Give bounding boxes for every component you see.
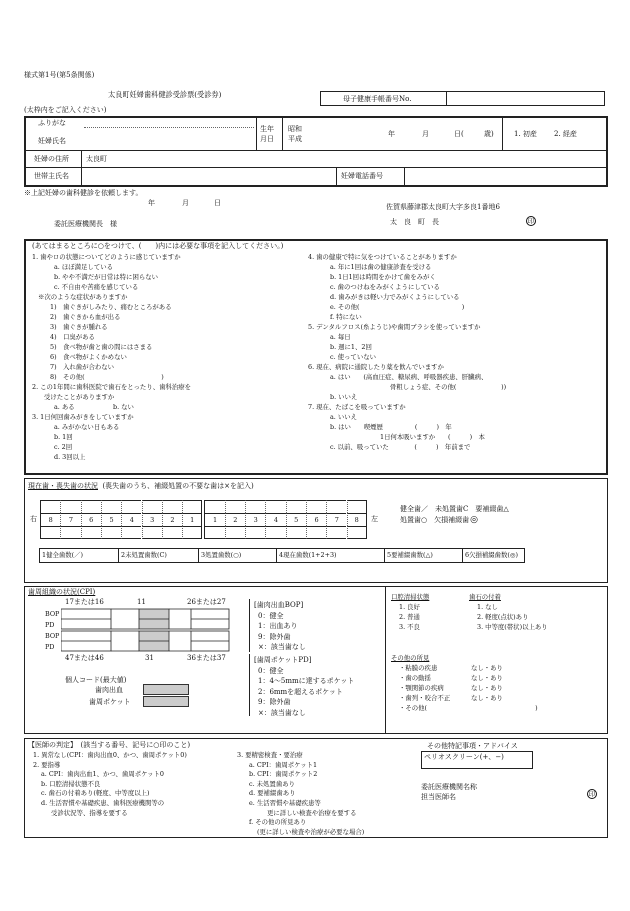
code-pocket-field[interactable]: [143, 696, 189, 707]
upper-tooth-cell[interactable]: [265, 500, 285, 513]
address-label: 妊婦の住所: [34, 155, 69, 163]
symptom-7[interactable]: 7) 入れ歯が合わない: [50, 363, 115, 371]
q4-option-c[interactable]: c. 歯のつけねをみがくようにしている: [330, 283, 440, 291]
tooth-number-label: 4: [265, 513, 285, 526]
q7-option-b[interactable]: b. はい 喫煙歴 ( ) 年: [330, 423, 452, 431]
lower-tooth-cell[interactable]: [40, 526, 60, 539]
teeth-count-cell[interactable]: [118, 549, 198, 562]
teeth-status-box: [24, 478, 608, 583]
upper-tooth-cell[interactable]: [142, 500, 162, 513]
upper-tooth-cell[interactable]: [286, 500, 306, 513]
request-text: ※上記妊婦の歯科健診を依頼します。: [24, 189, 143, 197]
q2-heading: 2. この1年間に歯科医院で歯石をとったり、歯科治療を: [32, 383, 192, 391]
form-title: 太良町妊婦歯科健診受診票(受診券): [108, 90, 222, 99]
tooth-number-label: 2: [162, 513, 182, 526]
left-side-label: 左: [371, 515, 378, 523]
q3-option-c[interactable]: c. 2回: [54, 443, 73, 451]
questionnaire-box: [24, 239, 608, 475]
upper-tooth-cell[interactable]: [204, 500, 224, 513]
q5-option-a[interactable]: a. 毎日: [330, 333, 351, 341]
q3-option-a[interactable]: a. みがかない日もある: [54, 423, 120, 431]
mayor-title: 太 良 町 長: [390, 218, 439, 226]
pd-legend: [歯周ポケットPD] 0：健全 1：4〜5mmに達するポケット 2：6mmを超えるポケット 9：除外歯 ×：該当歯なし: [249, 654, 375, 716]
lower-tooth-cell[interactable]: [142, 526, 162, 539]
bop-legend: [歯肉出血BOP] 0：健全 1：出血あり 9：除外歯 ×：該当歯なし: [249, 599, 375, 652]
cpi-grid: [61, 607, 231, 655]
upper-tooth-cell[interactable]: [60, 500, 80, 513]
q1-option-b[interactable]: b. やや不満だが日常は特に困らない: [54, 273, 159, 281]
q4-option-e[interactable]: e. その他( ): [330, 303, 465, 311]
lower-tooth-cell[interactable]: [306, 526, 326, 539]
tooth-grid: [40, 500, 366, 539]
judgement-box: [24, 738, 608, 838]
calculus-option-2[interactable]: 2. 軽度(点状)あり: [477, 613, 529, 621]
q5-option-b[interactable]: b. 週に1、2回: [330, 343, 372, 351]
tooth-number-label: 8: [347, 513, 367, 526]
perio-top-26-27: 26または27: [187, 598, 226, 606]
q4-option-d[interactable]: d. 歯みがきは軽い力でみがくようにしている: [330, 293, 460, 301]
name-label: 妊婦氏名: [38, 137, 66, 145]
judge-3a[interactable]: a. CPI：歯周ポケット1: [249, 760, 318, 769]
town-address: 佐賀県藤津郡太良町大字多良1番地6: [386, 203, 500, 211]
symptom-3[interactable]: 3) 歯ぐきが腫れる: [50, 323, 108, 331]
q1-heading: 1. 歯やロの状態についてどのように感じていますか: [32, 253, 181, 261]
teeth-count-label: 5要補綴歯数(△): [387, 551, 433, 559]
doctor-label: 担当医師名: [421, 793, 456, 801]
judge-3f-cont: (更に詳しい検査や治療が必要な場合): [257, 827, 365, 836]
q1-option-c[interactable]: c. 不自由や苦痛を感じている: [54, 283, 139, 291]
lower-tooth-cell[interactable]: [162, 526, 182, 539]
code-pocket-label: 歯周ポケット: [89, 698, 131, 706]
symptom-heading: ※次のような症状がありますか: [38, 293, 128, 301]
teeth-count-cell[interactable]: [198, 549, 276, 562]
tooth-number-label: 8: [40, 513, 60, 526]
right-side-label: 右: [30, 515, 37, 523]
tooth-number-label: 1: [204, 513, 224, 526]
address-field[interactable]: 太良町: [86, 155, 107, 163]
birth-year-label: 年: [388, 130, 395, 138]
mucosa-choice[interactable]: なし・あり: [471, 664, 503, 672]
judge-2d-cont: 受診状況等、指導を要する: [51, 808, 128, 817]
hygiene-option-1[interactable]: 1. 良好: [399, 603, 420, 611]
code-title: 個人コード(最大値): [65, 676, 127, 684]
count-symbol: ◎): [509, 551, 518, 559]
q4-option-f[interactable]: f. 特にない: [330, 313, 362, 321]
judge-3[interactable]: 3. 要精密検査・要治療: [237, 751, 303, 759]
q3-heading: 3. 1日何回歯みがきをしていますか: [32, 413, 134, 421]
q3-option-d[interactable]: d. 3回以上: [54, 453, 86, 461]
birth-month-label: 月: [422, 130, 429, 138]
phone-label: 妊婦電話番号: [341, 172, 383, 180]
q5-option-c[interactable]: c. 使っていない: [330, 353, 376, 361]
judgement-col1: [33, 751, 187, 818]
judge-3e-cont: 更に詳しい検査や治療を要する: [267, 808, 357, 817]
upper-tooth-cell[interactable]: [326, 500, 346, 513]
teeth-count-cell[interactable]: [276, 549, 384, 562]
judge-2a[interactable]: a. CPI：歯肉出血1、かつ、歯周ポケット0: [41, 770, 165, 779]
judgement-title: 【医師の判定】 (該当する番号、記号に○印のこと): [28, 741, 191, 749]
judge-2b[interactable]: b. 口腔清掃状態不良: [41, 779, 101, 788]
teeth-count-cell[interactable]: [40, 549, 118, 562]
doctor-seal: 印: [588, 790, 596, 798]
judge-2[interactable]: 2. 要指導: [33, 760, 61, 769]
tooth-number-label: 4: [121, 513, 141, 526]
advice-field[interactable]: [421, 751, 533, 769]
request-year: 年: [148, 199, 155, 207]
teeth-legend: 健全歯／ 未処置歯C 要補綴歯△ 処置歯○ 欠損補綴歯◎: [400, 505, 509, 525]
furigana-field[interactable]: [86, 118, 254, 128]
q1-option-a[interactable]: a. ほぼ満足している: [54, 263, 113, 271]
teeth-count-label: 6欠損補綴歯数(: [465, 551, 510, 559]
teeth-count-cell[interactable]: [462, 549, 524, 562]
q6-heading: 6. 現在、病院に通院したり薬を飲んでいますか: [308, 363, 444, 371]
judge-2d[interactable]: d. 生活習慣や基礎疾患、歯科医療機関等の: [41, 798, 165, 807]
age-label: 歳): [484, 130, 494, 138]
household-field[interactable]: [82, 168, 332, 184]
calculus-option-1[interactable]: 1. なし: [477, 603, 498, 611]
tooth-number-label: 7: [60, 513, 80, 526]
q4-option-a[interactable]: a. 年に1回は歯の健康診査を受ける: [330, 263, 432, 271]
upper-tooth-cell[interactable]: [347, 500, 367, 513]
teeth-count-label: 2未処置歯数(C): [121, 551, 167, 559]
q6-option-a[interactable]: a. はい (高血圧症、糖尿病、呼吸器疾患、肝臓病、: [330, 373, 488, 381]
lower-tooth-cell[interactable]: [81, 526, 101, 539]
lower-tooth-cell[interactable]: [121, 526, 141, 539]
lower-tooth-cell[interactable]: [182, 526, 202, 539]
q4-option-b[interactable]: b. 1日1回は時間をかけて歯をみがく: [330, 273, 436, 281]
birth-label: 生年 月日: [260, 125, 274, 143]
code-bleeding-field[interactable]: [143, 684, 189, 695]
teeth-count-label: 3処置歯数(○): [201, 551, 242, 559]
first-birth-option[interactable]: 1. 初産: [514, 130, 537, 138]
household-label: 世帯主氏名: [34, 172, 69, 180]
fill-instruction: (太枠内をご記入ください): [24, 106, 107, 114]
tooth-number-label: 2: [225, 513, 245, 526]
phone-field[interactable]: [406, 168, 604, 184]
q2-heading-cont: 受けたことがありますか: [44, 393, 115, 401]
q3-option-b[interactable]: b. 1回: [54, 433, 73, 441]
hygiene-option-3[interactable]: 3. 不良: [399, 623, 420, 631]
handbook-number-field[interactable]: [447, 92, 604, 105]
upper-tooth-cell[interactable]: [306, 500, 326, 513]
symptom-1[interactable]: 1) 歯ぐきがしみたり、痛むところがある: [50, 303, 172, 311]
perio-bottom-31: 31: [145, 654, 154, 662]
upper-tooth-cell[interactable]: [101, 500, 121, 513]
hygiene-option-2[interactable]: 2. 普通: [399, 613, 420, 621]
tooth-number-label: 3: [142, 513, 162, 526]
lower-tooth-cell[interactable]: [204, 526, 224, 539]
judge-3b[interactable]: b. CPI：歯周ポケット2: [249, 770, 318, 779]
q7-heading: 7. 現在、たばこを吸っていますか: [308, 403, 406, 411]
handbook-box: [320, 91, 605, 106]
medical-institution-addressee: 委託医療機関長 様: [54, 220, 117, 228]
request-day: 日: [214, 199, 221, 207]
second-birth-option[interactable]: 2. 経産: [554, 130, 577, 138]
questionnaire-left-column: [32, 252, 191, 462]
upper-tooth-cell[interactable]: [162, 500, 182, 513]
teeth-title: 現在歯・喪失歯の状況 (喪失歯のうち、補綴処置の不要な歯は×を記入): [28, 482, 254, 490]
request-month: 月: [182, 199, 189, 207]
occlusion-choice[interactable]: なし・あり: [471, 694, 503, 702]
upper-tooth-cell[interactable]: [182, 500, 202, 513]
symptom-6[interactable]: 6) 食べ物がよくかめない: [50, 353, 127, 361]
lower-tooth-cell[interactable]: [286, 526, 306, 539]
judge-1[interactable]: 1. 異常なし(CPI：歯肉出血0、かつ、歯周ポケット0): [33, 751, 187, 759]
form-number: 様式第1号(第5条関係): [24, 71, 95, 79]
furigana-label: ふりがな: [38, 119, 66, 127]
tooth-number-label: 6: [81, 513, 101, 526]
handbook-label: 母子健康手帳番号No.: [343, 95, 412, 103]
perio-top-11: 11: [137, 598, 146, 606]
judge-3e[interactable]: e. 生活習慣や基礎疾患等: [249, 798, 321, 807]
hygiene-section: 口腔清掃状態 1. 良好 2. 普通 3. 不良: [391, 593, 430, 631]
q7-option-c[interactable]: c. 以前、吸っていた ( ) 年前まで: [330, 443, 471, 451]
calculus-section: 歯石の付着 1. なし 2. 軽度(点状)あり 3. 中等度(帯状)以上あり: [469, 593, 548, 631]
perio-top-17-16: 17または16: [65, 598, 104, 606]
questionnaire-intro: (あてはまるところに○をつけて、( )内には必要な事項を記入してください。): [32, 242, 284, 250]
teeth-count-cell[interactable]: [384, 549, 462, 562]
q7-option-a[interactable]: a. いいえ: [330, 413, 358, 421]
judgement-col2: [237, 751, 364, 837]
other-findings-section: その他の所見 ・粘膜の疾患 なし・あり ・歯の動揺 なし・あり ・顎関節の疾病 なし・あり ・歯列・咬合不正 なし・あり ・その他( ): [391, 654, 538, 712]
perio-row-labels: BOP PD BOP PD: [45, 610, 60, 651]
judge-3f[interactable]: f. その他の所見あり: [249, 818, 307, 827]
tooth-number-label: 7: [326, 513, 346, 526]
tooth-number-label: 5: [286, 513, 306, 526]
lower-tooth-cell[interactable]: [245, 526, 265, 539]
lower-tooth-cell[interactable]: [101, 526, 121, 539]
calculus-option-3[interactable]: 3. 中等度(帯状)以上あり: [477, 623, 548, 631]
q5-heading: 5. デンタルフロス(糸ようじ)や歯間ブラシを使っていますか: [308, 323, 481, 331]
perio-bottom-36-37: 36または37: [187, 654, 226, 662]
mobility-choice[interactable]: なし・あり: [471, 674, 503, 682]
lower-tooth-cell[interactable]: [265, 526, 285, 539]
code-bleeding-label: 歯肉出血: [95, 686, 123, 694]
teeth-count-label: 4現在歯数(1+2+3): [279, 551, 337, 559]
symptom-4[interactable]: 4) 口臭がある: [50, 333, 95, 341]
symptom-5[interactable]: 5) 食べ物が歯と歯の間にはさまる: [50, 343, 153, 351]
q4-heading: 4. 歯の健康で特に気をつけていることがありますか: [308, 253, 457, 261]
upper-tooth-cell[interactable]: [81, 500, 101, 513]
perioscreen-label: ペリオスクリーン(+、−): [424, 753, 504, 761]
symptom-2[interactable]: 2) 歯ぐきから血が出る: [50, 313, 121, 321]
lower-tooth-cell[interactable]: [326, 526, 346, 539]
perio-title: 歯周組織の状況(CPI): [28, 588, 96, 596]
lower-tooth-cell[interactable]: [60, 526, 80, 539]
teeth-count-row: [39, 548, 525, 563]
tooth-number-label: 6: [306, 513, 326, 526]
tooth-number-label: 5: [101, 513, 121, 526]
teeth-count-label: 1健全歯数(／): [42, 551, 84, 559]
q2-options[interactable]: a. ある b. ない: [54, 403, 134, 411]
perio-bottom-47-46: 47または46: [65, 654, 104, 662]
name-field[interactable]: [86, 130, 254, 148]
q6-option-a-cont[interactable]: 骨粗しょう症、その他( )): [390, 383, 507, 391]
upper-tooth-cell[interactable]: [121, 500, 141, 513]
lower-tooth-cell[interactable]: [347, 526, 367, 539]
upper-tooth-cell[interactable]: [245, 500, 265, 513]
institution-label: 委託医療機関名称: [421, 783, 477, 791]
judge-3c[interactable]: c. 未処置歯あり: [249, 779, 295, 788]
q7-per-day[interactable]: 1日何本吸いますか ( ) 本: [380, 433, 485, 441]
advice-title: その他特記事項・アドバイス: [427, 742, 518, 750]
symptom-8[interactable]: 8) その他( ): [50, 373, 164, 381]
birth-era[interactable]: 昭和 平成: [288, 125, 302, 143]
lower-tooth-cell[interactable]: [225, 526, 245, 539]
questionnaire-right-column: [308, 252, 506, 452]
birth-day-label: 日(: [454, 130, 464, 138]
tooth-number-label: 1: [182, 513, 202, 526]
personal-info-box: [24, 116, 608, 187]
tmj-choice[interactable]: なし・あり: [471, 684, 503, 692]
q6-option-b[interactable]: b. いいえ: [330, 393, 358, 401]
tooth-number-label: 3: [245, 513, 265, 526]
judge-2c[interactable]: c. 歯石の付着あり(軽度、中等度以上): [41, 789, 150, 798]
upper-tooth-cell[interactable]: [40, 500, 60, 513]
mayor-seal: 印: [527, 217, 535, 225]
periodontal-box: [24, 586, 608, 734]
judge-3d[interactable]: d. 要補綴歯あり: [249, 789, 296, 798]
upper-tooth-cell[interactable]: [225, 500, 245, 513]
